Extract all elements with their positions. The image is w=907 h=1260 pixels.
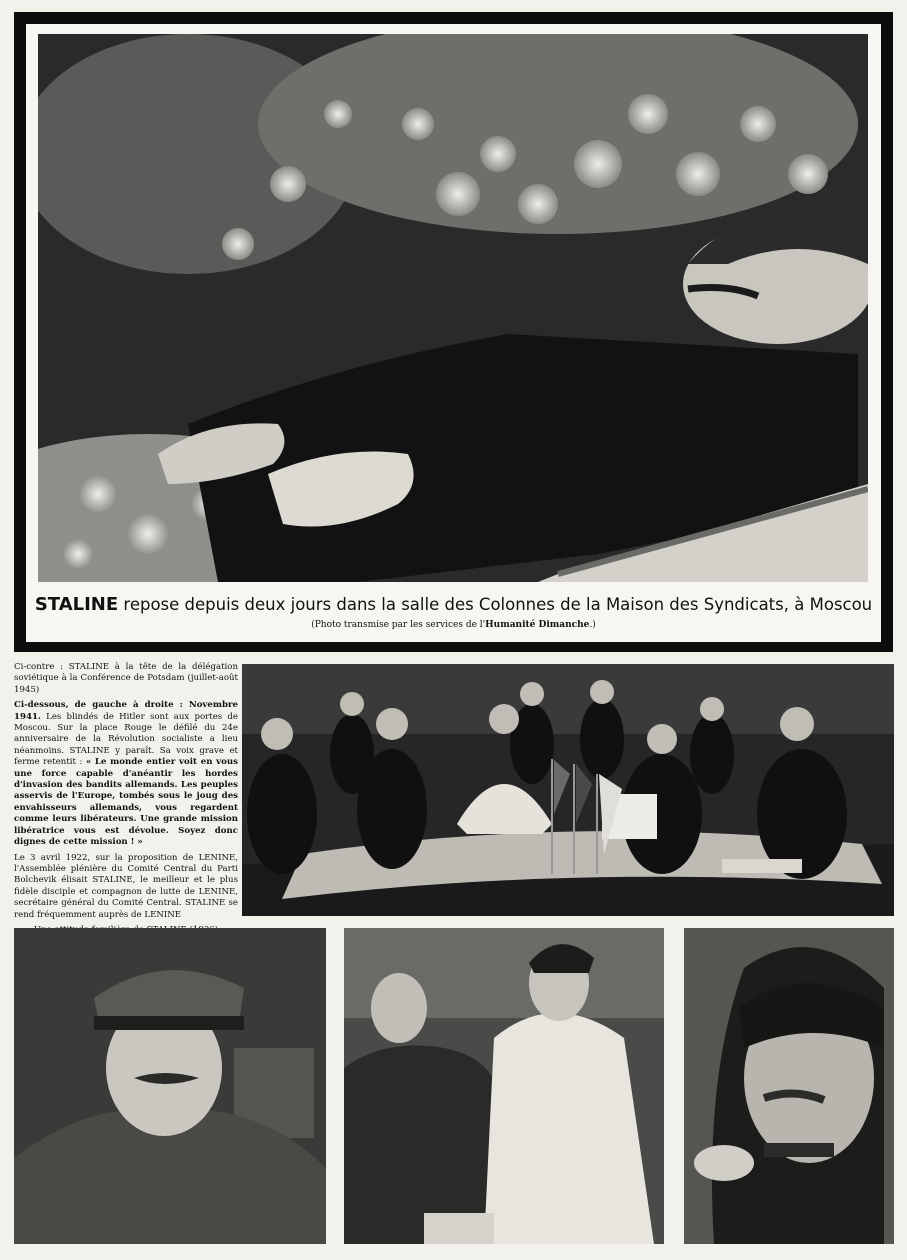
photo-credit	[26, 620, 881, 630]
caption-lead: Ci-dessous, de gauche à droite : Novembre 1941.	[14, 700, 238, 722]
caption-body: Les blindés de Hitler sont aux portes de Moscou. Sur la place Rouge le défilé du 24e anniversaire de la Révolution socialiste a lieu néanmoins. STALINE y paraît. Sa voix grave et ferme retentit :	[14, 711, 238, 768]
potsdam-conference-photo	[242, 664, 894, 916]
credit-prefix: (Photo transmise par les services de l'	[311, 620, 486, 630]
lenin-1922-caption	[14, 853, 238, 921]
top-photo-caption	[26, 594, 881, 615]
lying-in-state-photo	[38, 34, 868, 582]
credit-source: Humanité Dimanche	[485, 620, 590, 630]
top-feature-panel	[26, 24, 881, 642]
caption-tail-1922: STALINE se rend fréquemment auprès de LENINE	[14, 898, 239, 920]
caption-body-1922: Le 3 avril 1922, sur la proposition de LENINE, l'Assemblée plénière du Comité Central du Parti Bolchevik élisait STALINE, le meilleur et le plus fidèle disciple et compagnon de lutte de LENINE, secrétaire général du Comité Central.	[14, 852, 238, 909]
potsdam-caption: Ci-contre : STALINE à la tête de la délégation soviétique à la Conférence de Potsdam (juillet-août 1945)	[14, 662, 238, 695]
staline-1941-portrait-photo	[14, 928, 326, 1244]
moscow-1941-caption	[14, 700, 238, 848]
caption-column	[14, 662, 238, 940]
caption-text: repose depuis deux jours dans la salle des Colonnes de la Maison des Syndicats, à Moscou	[118, 595, 873, 614]
lenine-staline-photo	[344, 928, 664, 1244]
caption-name: STALINE	[34, 594, 119, 615]
speech-quote: « Le monde entier voit en vous une force capable d'anéantir les hordes d'invasion des bandits allemands. Les peuples asservis de l'Europe, tombés sous le joug des envahisseurs allemands, vous regardent comme leurs libérateurs. Une grande mission libératrice vous est dévolue. Soyez donc dignes de cette mission ! »	[14, 757, 238, 848]
credit-suffix: .)	[589, 620, 596, 630]
top-photo-frame	[14, 12, 893, 652]
staline-pipe-photo	[684, 928, 894, 1244]
